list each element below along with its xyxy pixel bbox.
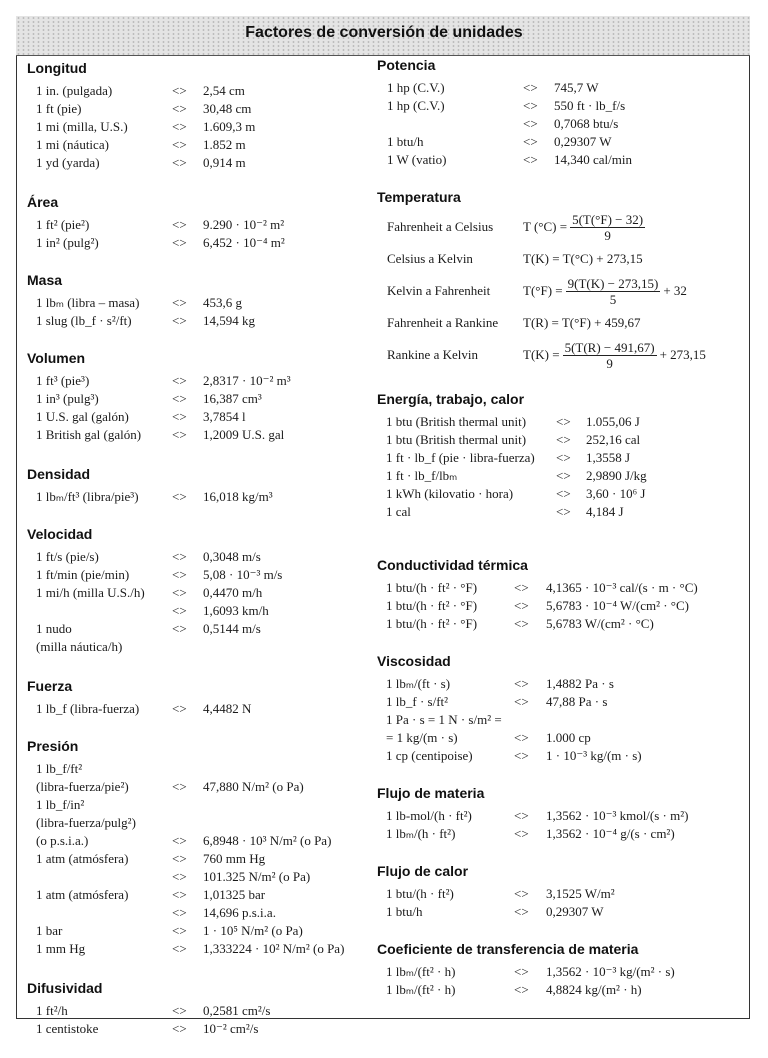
- equivalence-symbol: <>: [172, 119, 187, 134]
- conversion-row: [27, 566, 367, 584]
- equivalence-symbol: <>: [172, 941, 187, 956]
- unit-label: 1 U.S. gal (galón): [36, 409, 129, 424]
- equivalence-symbol: <>: [172, 101, 187, 116]
- section-flujo-de-calor: [377, 863, 747, 921]
- converted-value: 1,01325 bar: [203, 887, 266, 902]
- converted-value: 1.852 m: [203, 137, 246, 152]
- unit-label: 1 ft² (pie²): [36, 217, 90, 232]
- equivalence-symbol: <>: [556, 504, 571, 519]
- equivalence-symbol: [172, 814, 203, 832]
- unit-label: 1 lbₘ/(ft² · h): [386, 964, 456, 979]
- unit-label: 1 lbₘ/(ft² · h): [386, 982, 456, 997]
- formula-lhs: T(°F) =: [523, 283, 563, 298]
- unit-label: (o p.s.i.a.): [36, 833, 89, 848]
- equivalence-symbol: <>: [172, 83, 187, 98]
- unit-label: 1 hp (C.V.): [387, 98, 445, 113]
- unit-label: 1 ft²/h: [36, 1003, 68, 1018]
- equivalence-symbol: <>: [172, 701, 187, 716]
- formula-lhs: T(R) = T(°F) + 459,67: [523, 315, 641, 330]
- conversion-row: [27, 82, 367, 100]
- fraction-numerator: 5(T(R) − 491,67): [564, 339, 655, 355]
- converted-value: 5,08 · 10⁻³ m/s: [203, 567, 283, 582]
- converted-value: 0,4470 m/h: [203, 585, 263, 600]
- equivalence-symbol: [514, 711, 546, 729]
- conversion-row: [377, 485, 747, 503]
- section-heading: Velocidad: [27, 526, 93, 542]
- section-heading: Longitud: [27, 60, 87, 76]
- conversion-row: [377, 981, 747, 999]
- conversion-row: [377, 885, 747, 903]
- converted-value: 1 · 10⁵ N/m² (o Pa): [203, 923, 303, 938]
- converted-value: 47,880 N/m² (o Pa): [203, 779, 304, 794]
- conversion-row: [27, 548, 367, 566]
- converted-value: 0,2581 cm²/s: [203, 1003, 271, 1018]
- conversion-row: [27, 886, 367, 904]
- converted-value: 252,16 cal: [586, 432, 641, 447]
- converted-value: 3,1525 W/m²: [546, 886, 615, 901]
- unit-label: 1 lbₘ/(h · ft²): [386, 826, 456, 841]
- section-heading: Energía, trabajo, calor: [377, 391, 525, 407]
- unit-label: [27, 868, 172, 886]
- formula: [523, 276, 687, 307]
- unit-label: 1 British gal (galón): [36, 427, 142, 442]
- equivalence-symbol: [172, 796, 203, 814]
- conversion-row: [27, 312, 367, 330]
- temperature-formula-row: [377, 339, 747, 371]
- equivalence-symbol: <>: [172, 235, 187, 250]
- equivalence-symbol: <>: [514, 694, 529, 709]
- equivalence-symbol: <>: [172, 137, 187, 152]
- converted-value: 1 · 10⁻³ kg/(m · s): [546, 748, 642, 763]
- conversion-row: [27, 940, 367, 958]
- conversion-row: [377, 675, 747, 693]
- converted-value: 2,9890 J/kg: [586, 468, 647, 483]
- converted-value: 6,452 · 10⁻⁴ m²: [203, 235, 285, 250]
- conversion-row: [377, 115, 747, 133]
- converted-value: 0,5144 m/s: [203, 621, 261, 636]
- section-heading: Presión: [27, 738, 79, 754]
- unit-label: 1 hp (C.V.): [387, 80, 445, 95]
- converted-value: 0,7068 btu/s: [554, 116, 619, 131]
- unit-label: 1 ft³ (pie³): [36, 373, 90, 388]
- conversion-row: [27, 904, 367, 922]
- converted-value: 1.055,06 J: [586, 414, 640, 429]
- unit-label: [27, 602, 172, 620]
- converted-value: 2,54 cm: [203, 83, 245, 98]
- converted-value: 4,4482 N: [203, 701, 252, 716]
- unit-label: 1 lb_f/in²: [36, 797, 85, 812]
- equivalence-symbol: <>: [514, 808, 529, 823]
- conversion-row: [377, 903, 747, 921]
- conversion-label: Fahrenheit a Celsius: [387, 219, 494, 234]
- unit-label: 1 btu/h: [387, 134, 424, 149]
- formula-addend: + 32: [663, 283, 687, 298]
- conversion-label: Rankine a Kelvin: [387, 347, 478, 362]
- converted-value: 4,184 J: [586, 504, 624, 519]
- right-column: [377, 57, 747, 999]
- unit-label: 1 btu/(h · ft² · °F): [386, 580, 478, 595]
- section-heading: Coeficiente de transferencia de materia: [377, 941, 639, 957]
- unit-label: 1 btu/(h · ft² · °F): [386, 598, 478, 613]
- converted-value: 6,8948 · 10³ N/m² (o Pa): [203, 833, 332, 848]
- fraction-denominator: 5: [609, 291, 617, 307]
- section-heading: Temperatura: [377, 189, 461, 205]
- converted-value: 3,7854 l: [203, 409, 246, 424]
- equivalence-symbol: <>: [172, 869, 187, 884]
- equivalence-symbol: <>: [172, 1021, 187, 1036]
- unit-label: 1 btu (British thermal unit): [386, 414, 527, 429]
- conversion-row: [27, 488, 367, 506]
- unit-label: 1 lbₘ (libra – masa): [36, 295, 140, 310]
- conversion-row: [27, 602, 367, 620]
- unit-label: 1 btu/h: [386, 904, 423, 919]
- fraction: [566, 276, 661, 307]
- equivalence-symbol: [172, 638, 203, 656]
- converted-value: 1,6093 km/h: [203, 603, 269, 618]
- section-heading: Fuerza: [27, 678, 73, 694]
- equivalence-symbol: <>: [172, 923, 187, 938]
- section-conductividad-termica: [377, 557, 747, 633]
- unit-label: 1 ft · lb_f/lbₘ: [386, 468, 458, 483]
- converted-value: 5,6783 · 10⁻⁴ W/(cm² · °C): [546, 598, 690, 613]
- equivalence-symbol: [172, 760, 203, 778]
- equivalence-symbol: <>: [514, 730, 529, 745]
- unit-label: 1 lbₘ/(ft · s): [386, 676, 451, 691]
- equivalence-symbol: <>: [172, 567, 187, 582]
- conversion-row: [27, 832, 367, 850]
- equivalence-symbol: <>: [172, 295, 187, 310]
- converted-value: 5,6783 W/(cm² · °C): [546, 616, 654, 631]
- converted-value: 453,6 g: [203, 295, 242, 310]
- converted-value: 9.290 · 10⁻² m²: [203, 217, 285, 232]
- converted-value: 760 mm Hg: [203, 851, 266, 866]
- formula-lhs: T (°C) =: [523, 219, 568, 234]
- equivalence-symbol: <>: [556, 414, 571, 429]
- conversion-row: [27, 796, 367, 814]
- equivalence-symbol: <>: [556, 468, 571, 483]
- fraction-denominator: 9: [606, 355, 613, 371]
- converted-value: 16,387 cm³: [203, 391, 262, 406]
- unit-label: 1 ft (pie): [36, 101, 82, 116]
- unit-label: (libra-fuerza/pie²): [36, 779, 129, 794]
- unit-label: 1 yd (yarda): [36, 155, 100, 170]
- temperature-formula-row: [377, 275, 747, 307]
- converted-value: 1,3562 · 10⁻⁴ g/(s · cm²): [546, 826, 675, 841]
- section-area: [27, 194, 367, 252]
- conversion-row: [377, 597, 747, 615]
- conversion-row: [27, 390, 367, 408]
- converted-value: 2,8317 · 10⁻² m³: [203, 373, 291, 388]
- section-heading: Área: [27, 194, 59, 210]
- conversion-row: [27, 868, 367, 886]
- unit-label: 1 btu/(h · ft² · °F): [386, 616, 478, 631]
- section-potencia: [377, 57, 747, 169]
- conversion-row: [27, 100, 367, 118]
- conversion-row: [27, 136, 367, 154]
- unit-label: 1 btu (British thermal unit): [386, 432, 527, 447]
- converted-value: 550 ft · lb_f/s: [554, 98, 626, 113]
- unit-label: 1 ft · lb_f (pie · libra-fuerza): [386, 450, 535, 465]
- conversion-row: [377, 449, 747, 467]
- equivalence-symbol: <>: [172, 621, 187, 636]
- conversion-row: [27, 372, 367, 390]
- conversion-row: [377, 431, 747, 449]
- section-heading: Flujo de materia: [377, 785, 485, 801]
- unit-label: 1 lb-mol/(h · ft²): [386, 808, 472, 823]
- unit-label: 1 atm (atmósfera): [36, 851, 129, 866]
- fraction-numerator: 5(T(°F) − 32): [572, 211, 644, 227]
- section-presion: [27, 738, 367, 958]
- formula-lhs: T(K) = T(°C) + 273,15: [523, 251, 643, 266]
- conversion-row: [377, 711, 747, 729]
- unit-label: 1 Pa · s = 1 N · s/m² =: [386, 712, 502, 727]
- conversion-row: [377, 693, 747, 711]
- section-heading: Conductividad térmica: [377, 557, 528, 573]
- conversion-row: [27, 760, 367, 778]
- equivalence-symbol: <>: [172, 155, 187, 170]
- converted-value: 1,3562 · 10⁻³ kg/(m² · s): [546, 964, 675, 979]
- conversion-row: [27, 638, 367, 656]
- equivalence-symbol: <>: [172, 887, 187, 902]
- conversion-row: [377, 825, 747, 843]
- unit-label: 1 in. (pulgada): [36, 83, 113, 98]
- unit-label: (milla náutica/h): [36, 639, 123, 654]
- converted-value: 30,48 cm: [203, 101, 252, 116]
- unit-label: 1 cp (centipoise): [386, 748, 473, 763]
- equivalence-symbol: <>: [172, 603, 187, 618]
- converted-value: 1,3562 · 10⁻³ kmol/(s · m²): [546, 808, 689, 823]
- equivalence-symbol: <>: [172, 851, 187, 866]
- section-heading: Viscosidad: [377, 653, 451, 669]
- unit-label: 1 lb_f (libra-fuerza): [36, 701, 140, 716]
- conversion-row: [377, 615, 747, 633]
- formula: [523, 251, 643, 267]
- conversion-row: [27, 814, 367, 832]
- conversion-label: Fahrenheit a Rankine: [387, 315, 499, 330]
- converted-value: 14,594 kg: [203, 313, 255, 328]
- converted-value: 0,3048 m/s: [203, 549, 261, 564]
- fraction-numerator: 9(T(K) − 273,15): [567, 275, 659, 291]
- conversion-row: [27, 922, 367, 940]
- unit-label: 1 kWh (kilovatio · hora): [386, 486, 514, 501]
- conversion-row: [377, 807, 747, 825]
- conversion-row: [27, 778, 367, 796]
- equivalence-symbol: <>: [556, 486, 571, 501]
- formula: [523, 340, 706, 371]
- unit-label: 1 cal: [386, 504, 411, 519]
- converted-value: 1.609,3 m: [203, 119, 256, 134]
- conversion-row: [27, 620, 367, 638]
- conversion-row: [377, 151, 747, 169]
- converted-value: 1,2009 U.S. gal: [203, 427, 285, 442]
- conversion-row: [377, 133, 747, 151]
- section-volumen: [27, 350, 367, 444]
- unit-label: 1 lbₘ/ft³ (libra/pie³): [36, 489, 139, 504]
- conversion-row: [27, 850, 367, 868]
- converted-value: 1,4882 Pa · s: [546, 676, 614, 691]
- conversion-row: [27, 154, 367, 172]
- unit-label: 1 ft/s (pie/s): [36, 549, 99, 564]
- converted-value: 16,018 kg/m³: [203, 489, 273, 504]
- equivalence-symbol: <>: [514, 886, 529, 901]
- equivalence-symbol: <>: [172, 779, 187, 794]
- unit-label: [27, 904, 172, 922]
- conversion-label: Kelvin a Fahrenheit: [387, 283, 491, 298]
- equivalence-symbol: <>: [556, 450, 571, 465]
- conversion-row: [27, 1020, 367, 1038]
- conversion-row: [377, 747, 747, 765]
- formula-addend: + 273,15: [659, 347, 706, 362]
- formula-lhs: T(K) =: [523, 347, 560, 362]
- conversion-row: [377, 729, 747, 747]
- unit-label: 1 lb_f/ft²: [36, 761, 83, 776]
- conversion-row: [377, 503, 747, 521]
- equivalence-symbol: <>: [523, 116, 538, 131]
- section-heading: Flujo de calor: [377, 863, 469, 879]
- converted-value: 0,29307 W: [546, 904, 604, 919]
- unit-label: 1 centistoke: [36, 1021, 99, 1036]
- conversion-row: [377, 97, 747, 115]
- unit-label: = 1 kg/(m · s): [386, 730, 458, 745]
- section-heading: Difusividad: [27, 980, 103, 996]
- page-title: Factores de conversión de unidades: [245, 24, 523, 41]
- equivalence-symbol: <>: [172, 373, 187, 388]
- formula: [523, 315, 640, 331]
- unit-label: (libra-fuerza/pulg²): [36, 815, 136, 830]
- conversion-row: [27, 408, 367, 426]
- section-heading: Potencia: [377, 57, 436, 73]
- converted-value: 3,60 · 10⁶ J: [586, 486, 646, 501]
- conversion-row: [377, 579, 747, 597]
- section-longitud: [27, 60, 367, 172]
- converted-value: 1,3558 J: [586, 450, 631, 465]
- conversion-label: Celsius a Kelvin: [387, 251, 473, 266]
- equivalence-symbol: <>: [514, 598, 529, 613]
- section-heading: Volumen: [27, 350, 86, 366]
- equivalence-symbol: <>: [514, 904, 529, 919]
- section-heading: Densidad: [27, 466, 91, 482]
- equivalence-symbol: <>: [556, 432, 571, 447]
- equivalence-symbol: <>: [172, 1003, 187, 1018]
- unit-label: 1 btu/(h · ft²): [386, 886, 454, 901]
- temperature-formula-row: [377, 243, 747, 275]
- equivalence-symbol: <>: [172, 409, 187, 424]
- section-fuerza: [27, 678, 367, 718]
- formula: [523, 212, 648, 243]
- converted-value: 14,340 cal/min: [554, 152, 632, 167]
- equivalence-symbol: <>: [172, 313, 187, 328]
- fraction: [563, 340, 657, 371]
- converted-value: 0,914 m: [203, 155, 246, 170]
- unit-label: 1 W (vatio): [387, 152, 447, 167]
- equivalence-symbol: <>: [523, 152, 538, 167]
- conversion-row: [27, 426, 367, 444]
- equivalence-symbol: <>: [523, 98, 538, 113]
- equivalence-symbol: <>: [514, 982, 529, 997]
- equivalence-symbol: <>: [523, 80, 538, 95]
- unit-label: 1 lb_f · s/ft²: [386, 694, 449, 709]
- converted-value: 1,333224 · 10² N/m² (o Pa): [203, 941, 345, 956]
- equivalence-symbol: <>: [172, 549, 187, 564]
- converted-value: 745,7 W: [554, 80, 599, 95]
- section-masa: [27, 272, 367, 330]
- converted-value: 47,88 Pa · s: [546, 694, 608, 709]
- section-energia-trabajo-calor: [377, 391, 747, 521]
- conversion-row: [27, 1002, 367, 1020]
- section-densidad: [27, 466, 367, 506]
- conversion-row: [377, 413, 747, 431]
- equivalence-symbol: <>: [172, 489, 187, 504]
- unit-label: 1 atm (atmósfera): [36, 887, 129, 902]
- equivalence-symbol: <>: [172, 427, 187, 442]
- unit-label: 1 in² (pulg²): [36, 235, 99, 250]
- converted-value: 0,29307 W: [554, 134, 612, 149]
- unit-label: 1 mi/h (milla U.S./h): [36, 585, 145, 600]
- section-coeficiente-de-transferencia-de-materia: [377, 941, 747, 999]
- equivalence-symbol: <>: [172, 905, 187, 920]
- unit-label: 1 bar: [36, 923, 63, 938]
- fraction-denominator: 9: [604, 227, 611, 243]
- equivalence-symbol: <>: [172, 833, 187, 848]
- converted-value: 14,696 p.s.i.a.: [203, 905, 276, 920]
- section-heading: Masa: [27, 272, 63, 288]
- unit-label: 1 mm Hg: [36, 941, 86, 956]
- equivalence-symbol: <>: [172, 585, 187, 600]
- section-viscosidad: [377, 653, 747, 765]
- section-difusividad: [27, 980, 367, 1038]
- section-flujo-de-materia: [377, 785, 747, 843]
- conversion-row: [27, 584, 367, 602]
- conversion-row: [377, 963, 747, 981]
- section-velocidad: [27, 526, 367, 656]
- converted-value: 101.325 N/m² (o Pa): [203, 869, 311, 884]
- equivalence-symbol: <>: [514, 826, 529, 841]
- left-column: [27, 60, 367, 1058]
- equivalence-symbol: <>: [172, 391, 187, 406]
- equivalence-symbol: <>: [514, 616, 529, 631]
- unit-label: 1 nudo: [36, 621, 72, 636]
- converted-value: 10⁻² cm²/s: [203, 1021, 259, 1036]
- equivalence-symbol: <>: [514, 676, 529, 691]
- conversion-row: [377, 467, 747, 485]
- equivalence-symbol: <>: [514, 580, 529, 595]
- conversion-row: [27, 118, 367, 136]
- equivalence-symbol: <>: [514, 964, 529, 979]
- unit-label: 1 mi (milla, U.S.): [36, 119, 128, 134]
- equivalence-symbol: <>: [523, 134, 538, 149]
- converted-value: 4,1365 · 10⁻³ cal/(s · m · °C): [546, 580, 698, 595]
- unit-label: 1 mi (náutica): [36, 137, 109, 152]
- unit-label: 1 in³ (pulg³): [36, 391, 99, 406]
- temperature-formula-row: [377, 211, 747, 243]
- fraction: [570, 212, 645, 243]
- equivalence-symbol: <>: [514, 748, 529, 763]
- conversion-row: [377, 79, 747, 97]
- converted-value: 1.000 cp: [546, 730, 591, 745]
- temperature-formula-row: [377, 307, 747, 339]
- unit-label: 1 slug (lb_f · s²/ft): [36, 313, 132, 328]
- equivalence-symbol: <>: [172, 217, 187, 232]
- conversion-row: [27, 216, 367, 234]
- converted-value: 4,8824 kg/(m² · h): [546, 982, 642, 997]
- conversion-row: [27, 234, 367, 252]
- unit-label: 1 ft/min (pie/min): [36, 567, 130, 582]
- conversion-row: [27, 294, 367, 312]
- section-temperatura: [377, 189, 747, 371]
- unit-label: [377, 115, 523, 133]
- conversion-row: [27, 700, 367, 718]
